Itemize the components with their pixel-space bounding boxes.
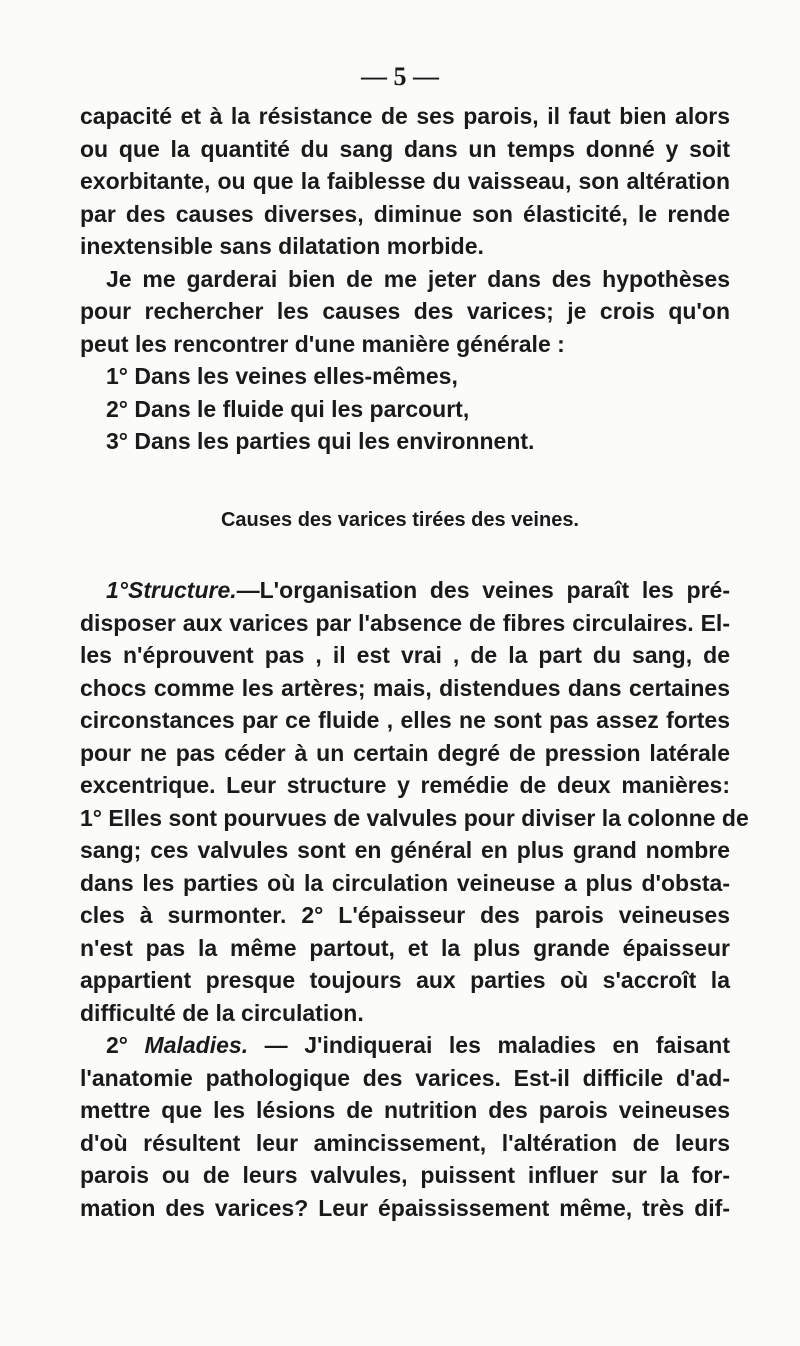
text-line: disposer aux varices par l'absence de fibres circulaires. El-: [80, 609, 730, 636]
text-fragment: —L'organisation des veines paraît les pré-: [236, 577, 730, 603]
paragraph-intro: [80, 100, 730, 458]
text-line: dans les parties où la circulation veineuse a plus d'obsta-: [80, 869, 730, 896]
text-line: [80, 1029, 730, 1062]
text-line: 1° Elles sont pourvues de valvules pour diviser la colonne de: [80, 804, 749, 831]
text-line: excentrique. Leur structure y remédie de deux manières:: [80, 772, 730, 798]
text-line: circonstances par ce fluide , elles ne sont pas assez fortes: [80, 707, 730, 733]
text-line: chocs comme les artères; mais, distendues dans certaines: [80, 674, 730, 701]
text-line: pour rechercher les causes des varices; je crois qu'on: [80, 298, 730, 324]
text-line: difficulté de la circulation.: [80, 999, 364, 1026]
section-heading: Causes des varices tirées des veines.: [220, 509, 579, 531]
list-item: 1° Dans les veines elles-mêmes,: [106, 363, 458, 389]
text-fragment: — J'indiquerai les maladies en faisant: [248, 1032, 730, 1058]
text-line: pour ne pas céder à un certain degré de pression latérale: [80, 739, 730, 766]
text-line: parois ou de leurs valvules, puissent influer sur la for-: [80, 1162, 730, 1188]
list-item: 3° Dans les parties qui les environnent.: [106, 428, 535, 454]
text-line: [80, 574, 730, 607]
text-line: sang; ces valvules sont en général en plus grand nombre: [80, 837, 730, 863]
text-line: mation des varices? Leur épaississement même, très dif-: [80, 1194, 730, 1221]
text-line: ou que la quantité du sang dans un temps donné y soit: [80, 135, 730, 162]
maladies-label: Maladies.: [144, 1032, 249, 1058]
text-line: peut les rencontrer d'une manière générale :: [80, 330, 565, 357]
text-line: l'anatomie pathologique des varices. Est-il difficile d'ad-: [80, 1064, 730, 1091]
text-line: mettre que les lésions de nutrition des parois veineuses: [80, 1097, 730, 1123]
text-line: capacité et à la résistance de ses parois, il faut bien alors: [80, 103, 730, 129]
text-line: exorbitante, ou que la faiblesse du vaisseau, son altération: [80, 168, 730, 194]
text-line: cles à surmonter. 2° L'épaisseur des parois veineuses: [80, 902, 730, 928]
list-item: 2° Dans le fluide qui les parcourt,: [106, 395, 470, 422]
text-line: inextensible sans dilatation morbide.: [80, 233, 484, 259]
structure-label: 1°Structure.: [106, 577, 237, 603]
page-number: — 5 —: [361, 62, 439, 91]
paragraph-structure: [80, 574, 749, 1029]
text-line: par des causes diverses, diminue son élasticité, le rende: [80, 200, 730, 227]
text-line: d'où résultent leur amincissement, l'altération de leurs: [80, 1129, 730, 1156]
paragraph-maladies: [80, 1029, 730, 1224]
text-line: n'est pas la même partout, et la plus grande épaisseur: [80, 934, 730, 961]
text-fragment: 2°: [106, 1032, 145, 1058]
text-line: Je me garderai bien de me jeter dans des hypothèses: [106, 265, 730, 292]
text-line: les n'éprouvent pas , il est vrai , de la part du sang, de: [80, 642, 730, 668]
text-line: appartient presque toujours aux parties où s'accroît la: [80, 967, 730, 993]
